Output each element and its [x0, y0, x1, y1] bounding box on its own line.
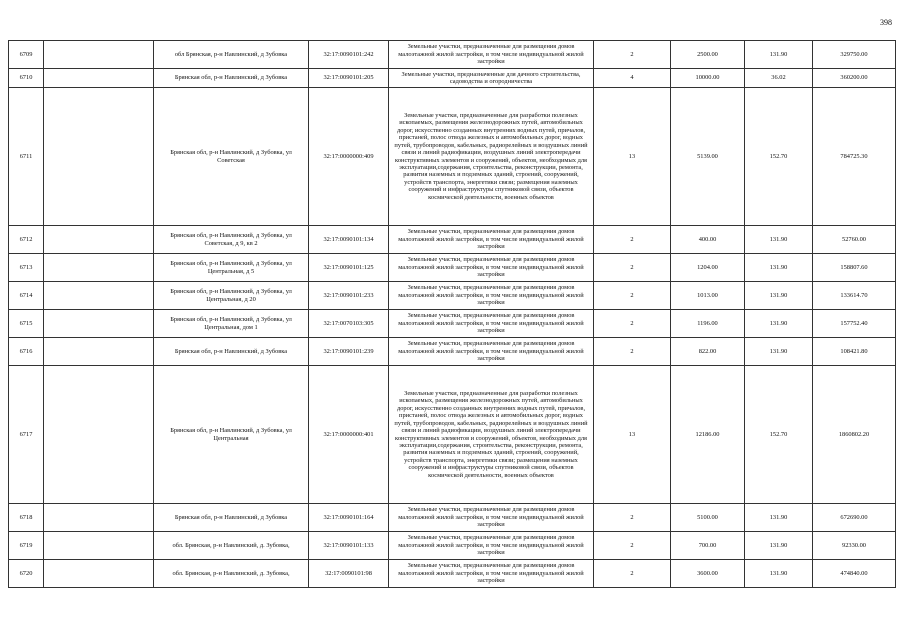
area-cell — [671, 88, 745, 226]
category-code: 2 — [630, 235, 634, 243]
cadastral-value: 133614.70 — [840, 291, 868, 299]
cadastral-number: 32:17:0090101:133 — [323, 541, 374, 549]
address-cell — [154, 310, 309, 338]
rate-cell — [745, 504, 813, 532]
address: Брянская обл, р-н Навлинский, д Зубовка, ул Центральная, д 5 — [170, 259, 292, 275]
land-use: Земельные участки, предназначенные для размещения домов малоэтажной жилой застройки, в том числе индивидуальной жилой застройки — [398, 562, 584, 585]
table-row — [9, 254, 896, 282]
address: Брянская обл, р-н Навлинский, д Зубовка, ул Советская — [170, 148, 292, 164]
category-code: 2 — [630, 319, 634, 327]
address: Брянская обл, р-н Навлинский, д Зубовка — [174, 513, 288, 521]
empty-cell — [44, 88, 154, 226]
cadastral-number: 32:17:0090101:239 — [323, 347, 374, 355]
rate-value: 36.02 — [771, 74, 786, 82]
cadastral-value: 672690.00 — [840, 513, 868, 521]
empty-cell — [44, 338, 154, 366]
cadastral-value-cell — [813, 532, 896, 560]
table-row — [9, 310, 896, 338]
row-number-cell — [9, 282, 44, 310]
area-cell — [671, 532, 745, 560]
category-code: 4 — [630, 74, 634, 82]
land-use: Земельные участки, предназначенные для разработки полезных ископаемых, размещения железнодорожных путей, автомобильных дорог, искусственно созданных внутренних водных путей, причалов, пристаней, полос отвода железных и автомобильных дорог, водных путей, трубопроводов, кабельных, радиорелейных и воздушных линий связи и линий радиофикации, воздушных линий электропередачи конструктивных элементов и сооружений, объектов, необходимых для эксплуатации,содержания, строительства, реконструкции, ремонта, развития наземных и подземных зданий, строений, сооружений, устройств транспорта, энергетики связи; размещения наземных сооружений и инфраструктуры спутниковой связи, объектов космической деятельности, военных объектов — [394, 390, 588, 479]
address: Брянская обл, р-н Навлинский, д Зубовка — [174, 347, 288, 355]
page-number: 398 — [880, 18, 892, 27]
land-use: Земельные участки, предназначенные для размещения домов малоэтажной жилой застройки, в том числе индивидуальной жилой застройки — [398, 506, 584, 529]
row-number: 6709 — [19, 50, 33, 58]
cadastral-number: 32:17:0000000:401 — [323, 430, 374, 438]
rate-value: 131.90 — [769, 263, 788, 271]
land-use-cell — [389, 338, 594, 366]
rate-cell — [745, 560, 813, 588]
table-row — [9, 41, 896, 69]
address: Брянская обл, р-н Навлинский, д Зубовка, ул Центральная — [170, 426, 292, 442]
cadastral-number-cell — [309, 88, 389, 226]
empty-cell — [44, 69, 154, 88]
cadastral-value: 92330.00 — [842, 541, 866, 549]
rate-cell — [745, 310, 813, 338]
empty-cell — [44, 254, 154, 282]
empty-cell — [44, 532, 154, 560]
cadastral-number-cell — [309, 310, 389, 338]
land-use-cell — [389, 88, 594, 226]
table-row — [9, 532, 896, 560]
row-number: 6717 — [19, 430, 33, 438]
row-number-cell — [9, 338, 44, 366]
land-use-cell — [389, 310, 594, 338]
empty-cell — [44, 366, 154, 504]
rate-value: 131.90 — [769, 291, 788, 299]
empty-cell — [44, 41, 154, 69]
land-use: Земельные участки, предназначенные для размещения домов малоэтажной жилой застройки, в том числе индивидуальной жилой застройки — [398, 340, 584, 363]
address: обл Брянская, р-н Навлинский, д Зубовка — [174, 50, 288, 58]
category-code: 2 — [630, 291, 634, 299]
area-value: 3600.00 — [697, 569, 718, 577]
category-code: 2 — [630, 263, 634, 271]
address-cell — [154, 226, 309, 254]
area-value: 5139.00 — [697, 152, 718, 160]
land-registry-table — [8, 40, 896, 588]
land-use: Земельные участки, предназначенные для дачного строительства, садоводства и огородничества — [401, 70, 581, 85]
cadastral-number: 32:17:0090101:164 — [323, 513, 374, 521]
category-code: 13 — [628, 152, 636, 160]
area-cell — [671, 338, 745, 366]
rate-cell — [745, 366, 813, 504]
cadastral-value-cell — [813, 282, 896, 310]
cadastral-number: 32:17:0000000:409 — [323, 152, 374, 160]
row-number: 6718 — [19, 513, 33, 521]
cadastral-value-cell — [813, 41, 896, 69]
rate-value: 131.90 — [769, 319, 788, 327]
area-value: 12186.00 — [695, 430, 720, 438]
empty-cell — [44, 282, 154, 310]
row-number-cell — [9, 560, 44, 588]
address: обл. Брянская, р-н Навлинский, д. Зубовка, — [172, 569, 290, 577]
table-row — [9, 69, 896, 88]
cadastral-number-cell — [309, 282, 389, 310]
table-row — [9, 366, 896, 504]
rate-cell — [745, 69, 813, 88]
category-code-cell — [594, 310, 671, 338]
cadastral-value: 329750.00 — [840, 50, 868, 58]
cadastral-number-cell — [309, 254, 389, 282]
cadastral-number-cell — [309, 532, 389, 560]
cadastral-value: 1860802.20 — [838, 430, 870, 438]
row-number-cell — [9, 310, 44, 338]
land-use: Земельные участки, предназначенные для размещения домов малоэтажной жилой застройки, в том числе индивидуальной жилой застройки — [398, 312, 584, 335]
land-use-cell — [389, 254, 594, 282]
cadastral-value: 784725.30 — [840, 152, 868, 160]
cadastral-number-cell — [309, 504, 389, 532]
cadastral-number: 32:17:0090101:134 — [323, 235, 374, 243]
row-number-cell — [9, 366, 44, 504]
rate-cell — [745, 88, 813, 226]
area-cell — [671, 41, 745, 69]
address-cell — [154, 560, 309, 588]
cadastral-number-cell — [309, 366, 389, 504]
table-row — [9, 88, 896, 226]
address-cell — [154, 338, 309, 366]
cadastral-value: 52760.00 — [842, 235, 866, 243]
cadastral-value: 474840.00 — [840, 569, 868, 577]
empty-cell — [44, 310, 154, 338]
area-cell — [671, 226, 745, 254]
land-use: Земельные участки, предназначенные для разработки полезных ископаемых, размещения железнодорожных путей, автомобильных дорог, искусственно созданных внутренних водных путей, причалов, пристаней, полос отвода железных и автомобильных дорог, водных путей, трубопроводов, кабельных, радиорелейных и воздушных линий связи и линий радиофикации, воздушных линий электропередачи конструктивных элементов и сооружений, объектов, необходимых для эксплуатации,содержания, строительства, реконструкции, ремонта, развития наземных и подземных зданий, строений, сооружений, устройств транспорта, энергетики связи; размещения наземных сооружений и инфраструктуры спутниковой связи, объектов космической деятельности, военных объектов — [394, 112, 588, 201]
area-cell — [671, 366, 745, 504]
rate-cell — [745, 226, 813, 254]
category-code-cell — [594, 504, 671, 532]
rate-cell — [745, 41, 813, 69]
category-code-cell — [594, 282, 671, 310]
cadastral-value-cell — [813, 254, 896, 282]
row-number: 6710 — [19, 74, 33, 82]
address-cell — [154, 366, 309, 504]
land-use-cell — [389, 532, 594, 560]
address: Брянская обл, р-н Навлинский, д Зубовка, ул Центральная, дом 1 — [170, 315, 292, 331]
address-cell — [154, 88, 309, 226]
area-cell — [671, 560, 745, 588]
cadastral-value: 108421.80 — [840, 347, 868, 355]
area-cell — [671, 254, 745, 282]
land-use-cell — [389, 560, 594, 588]
empty-cell — [44, 504, 154, 532]
cadastral-number-cell — [309, 41, 389, 69]
cadastral-value-cell — [813, 504, 896, 532]
address-cell — [154, 282, 309, 310]
cadastral-value: 360200.00 — [840, 74, 868, 82]
area-value: 1204.00 — [697, 263, 718, 271]
category-code-cell — [594, 226, 671, 254]
cadastral-value-cell — [813, 69, 896, 88]
row-number-cell — [9, 226, 44, 254]
rate-value: 131.90 — [769, 513, 788, 521]
row-number: 6713 — [19, 263, 33, 271]
rate-value: 131.90 — [769, 347, 788, 355]
row-number: 6711 — [19, 152, 33, 160]
land-use: Земельные участки, предназначенные для размещения домов малоэтажной жилой застройки, в том числе индивидуальной жилой застройки — [398, 228, 584, 251]
cadastral-value-cell — [813, 560, 896, 588]
table-row — [9, 504, 896, 532]
row-number-cell — [9, 41, 44, 69]
land-use: Земельные участки, предназначенные для размещения домов малоэтажной жилой застройки, в том числе индивидуальной жилой застройки — [398, 534, 584, 557]
cadastral-number: 32:17:0090101:233 — [323, 291, 374, 299]
cadastral-value-cell — [813, 226, 896, 254]
category-code: 2 — [630, 569, 634, 577]
address-cell — [154, 41, 309, 69]
category-code: 2 — [630, 513, 634, 521]
cadastral-number: 32:17:0090101:125 — [323, 263, 374, 271]
row-number-cell — [9, 69, 44, 88]
area-value: 1196.00 — [697, 319, 718, 327]
category-code-cell — [594, 88, 671, 226]
cadastral-value: 157752.40 — [840, 319, 868, 327]
rate-value: 131.90 — [769, 235, 788, 243]
land-use-cell — [389, 504, 594, 532]
cadastral-value: 158807.60 — [840, 263, 868, 271]
category-code-cell — [594, 366, 671, 504]
category-code: 13 — [628, 430, 636, 438]
row-number-cell — [9, 532, 44, 560]
area-value: 10000.00 — [695, 74, 720, 82]
area-cell — [671, 69, 745, 88]
row-number: 6712 — [19, 235, 33, 243]
category-code-cell — [594, 560, 671, 588]
category-code: 2 — [630, 50, 634, 58]
cadastral-number-cell — [309, 338, 389, 366]
rate-value: 152.70 — [769, 430, 788, 438]
cadastral-value-cell — [813, 366, 896, 504]
land-use-cell — [389, 226, 594, 254]
area-value: 400.00 — [698, 235, 717, 243]
land-use: Земельные участки, предназначенные для размещения домов малоэтажной жилой застройки, в том числе индивидуальной жилой застройки — [398, 256, 584, 279]
cadastral-number: 32:17:0090101:205 — [323, 74, 374, 82]
land-use-cell — [389, 282, 594, 310]
area-value: 822.00 — [698, 347, 717, 355]
row-number: 6716 — [19, 347, 33, 355]
land-use: Земельные участки, предназначенные для размещения домов малоэтажной жилой застройки, в том числе индивидуальной жилой застройки — [398, 284, 584, 307]
row-number-cell — [9, 254, 44, 282]
land-use-cell — [389, 41, 594, 69]
cadastral-number-cell — [309, 69, 389, 88]
rate-cell — [745, 338, 813, 366]
address: Брянская обл, р-н Навлинский, д Зубовка, ул Центральная, д 20 — [170, 287, 292, 303]
rate-value: 131.90 — [769, 541, 788, 549]
area-value: 2500.00 — [697, 50, 718, 58]
category-code-cell — [594, 69, 671, 88]
address-cell — [154, 254, 309, 282]
row-number-cell — [9, 88, 44, 226]
area-value: 1013.00 — [697, 291, 718, 299]
rate-cell — [745, 254, 813, 282]
rate-cell — [745, 532, 813, 560]
address: Брянская обл, р-н Навлинский, д Зубовка — [174, 74, 288, 82]
cadastral-number: 32:17:0090101:98 — [325, 569, 372, 577]
row-number: 6714 — [19, 291, 33, 299]
cadastral-number: 32:17:0070103:305 — [323, 319, 374, 327]
cadastral-value-cell — [813, 338, 896, 366]
cadastral-number: 32:17:0090101:242 — [323, 50, 374, 58]
area-cell — [671, 310, 745, 338]
rate-value: 131.90 — [769, 50, 788, 58]
category-code: 2 — [630, 347, 634, 355]
row-number: 6719 — [19, 541, 33, 549]
land-use: Земельные участки, предназначенные для размещения домов малоэтажной жилой застройки, в том числе индивидуальной жилой застройки — [398, 43, 584, 66]
table-row — [9, 226, 896, 254]
area-value: 700.00 — [698, 541, 717, 549]
table-row — [9, 560, 896, 588]
category-code: 2 — [630, 541, 634, 549]
land-use-cell — [389, 366, 594, 504]
cadastral-value-cell — [813, 310, 896, 338]
area-cell — [671, 282, 745, 310]
address-cell — [154, 532, 309, 560]
address-cell — [154, 69, 309, 88]
empty-cell — [44, 560, 154, 588]
empty-cell — [44, 226, 154, 254]
rate-value: 152.70 — [769, 152, 788, 160]
cadastral-value-cell — [813, 88, 896, 226]
address: обл. Брянская, р-н Навлинский, д. Зубовка, — [172, 541, 290, 549]
area-cell — [671, 504, 745, 532]
land-use-cell — [389, 69, 594, 88]
address: Брянская обл, р-н Навлинский, д Зубовка, ул Советская, д 9, кв 2 — [170, 231, 292, 247]
category-code-cell — [594, 254, 671, 282]
row-number-cell — [9, 504, 44, 532]
category-code-cell — [594, 41, 671, 69]
table-row — [9, 338, 896, 366]
cadastral-number-cell — [309, 226, 389, 254]
area-value: 5100.00 — [697, 513, 718, 521]
address-cell — [154, 504, 309, 532]
cadastral-number-cell — [309, 560, 389, 588]
row-number: 6715 — [19, 319, 33, 327]
category-code-cell — [594, 532, 671, 560]
rate-value: 131.90 — [769, 569, 788, 577]
table-row — [9, 282, 896, 310]
rate-cell — [745, 282, 813, 310]
category-code-cell — [594, 338, 671, 366]
row-number: 6720 — [19, 569, 33, 577]
